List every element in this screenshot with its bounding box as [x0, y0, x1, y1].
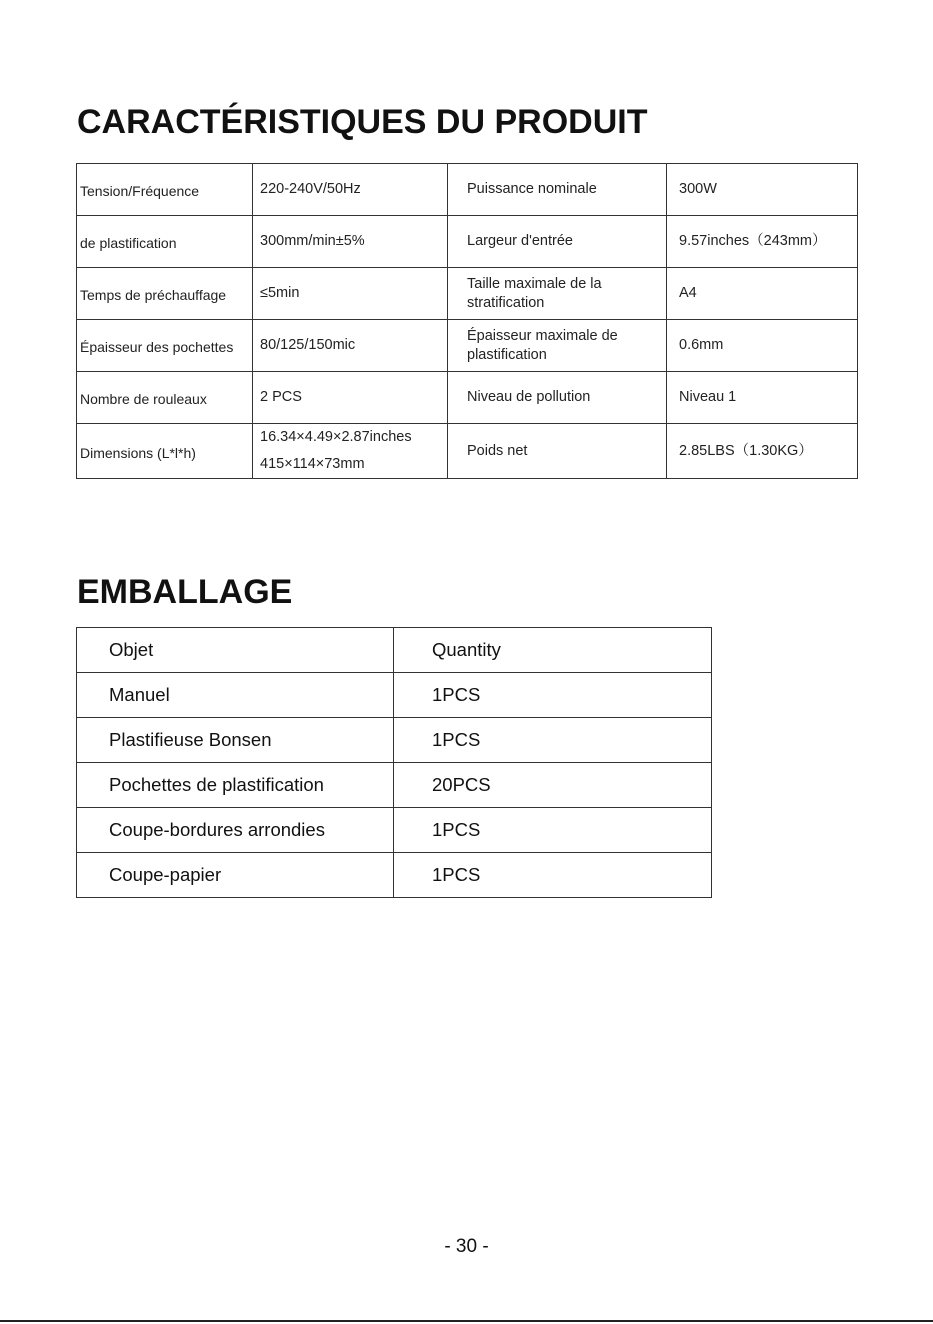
specs-table	[76, 163, 858, 479]
packaging-row	[77, 673, 712, 718]
spec-row	[77, 372, 858, 424]
spec-label: de plastification	[77, 216, 253, 268]
spec-value: 220-240V/50Hz	[253, 164, 448, 216]
item-name: Plastifieuse Bonsen	[77, 718, 394, 763]
item-quantity: Quantity	[394, 628, 712, 673]
spec-label: Épaisseur des pochettes	[77, 320, 253, 372]
spec-row	[77, 164, 858, 216]
packaging-row	[77, 853, 712, 898]
spec-label: Taille maximale de la stratification	[448, 268, 667, 320]
item-quantity: 1PCS	[394, 808, 712, 853]
spec-label: Poids net	[448, 424, 667, 479]
spec-label: Nombre de rouleaux	[77, 372, 253, 424]
spec-value: 300W	[667, 164, 858, 216]
spec-value: 16.34×4.49×2.87inches 415×114×73mm	[253, 424, 448, 479]
spec-label: Tension/Fréquence	[77, 164, 253, 216]
spec-label: Niveau de pollution	[448, 372, 667, 424]
spec-row	[77, 320, 858, 372]
spec-label: Largeur d'entrée	[448, 216, 667, 268]
packaging-row	[77, 763, 712, 808]
spec-label: Dimensions (L*l*h)	[77, 424, 253, 479]
item-quantity: 1PCS	[394, 718, 712, 763]
packaging-heading: EMBALLAGE	[77, 573, 293, 611]
item-name: Pochettes de plastification	[77, 763, 394, 808]
spec-value: 9.57inches（243mm）	[667, 216, 858, 268]
packaging-header-row	[77, 628, 712, 673]
spec-value: 0.6mm	[667, 320, 858, 372]
spec-row	[77, 424, 858, 479]
spec-label: Épaisseur maximale de plastification	[448, 320, 667, 372]
item-quantity: 1PCS	[394, 673, 712, 718]
spec-label: Puissance nominale	[448, 164, 667, 216]
spec-value: ≤5min	[253, 268, 448, 320]
spec-value: Niveau 1	[667, 372, 858, 424]
item-name: Manuel	[77, 673, 394, 718]
spec-value: 2 PCS	[253, 372, 448, 424]
item-name: Coupe-bordures arrondies	[77, 808, 394, 853]
bottom-divider	[0, 1320, 933, 1322]
item-name: Objet	[77, 628, 394, 673]
packaging-row	[77, 718, 712, 763]
spec-value: 2.85LBS（1.30KG）	[667, 424, 858, 479]
item-quantity: 20PCS	[394, 763, 712, 808]
packaging-row	[77, 808, 712, 853]
spec-value: 300mm/min±5%	[253, 216, 448, 268]
specs-heading: CARACTÉRISTIQUES DU PRODUIT	[77, 103, 648, 141]
spec-row	[77, 268, 858, 320]
item-name: Coupe-papier	[77, 853, 394, 898]
page-number: - 30 -	[444, 1236, 489, 1257]
packaging-table	[76, 627, 712, 898]
spec-label: Temps de préchauffage	[77, 268, 253, 320]
spec-value: A4	[667, 268, 858, 320]
spec-value: 80/125/150mic	[253, 320, 448, 372]
spec-row	[77, 216, 858, 268]
item-quantity: 1PCS	[394, 853, 712, 898]
